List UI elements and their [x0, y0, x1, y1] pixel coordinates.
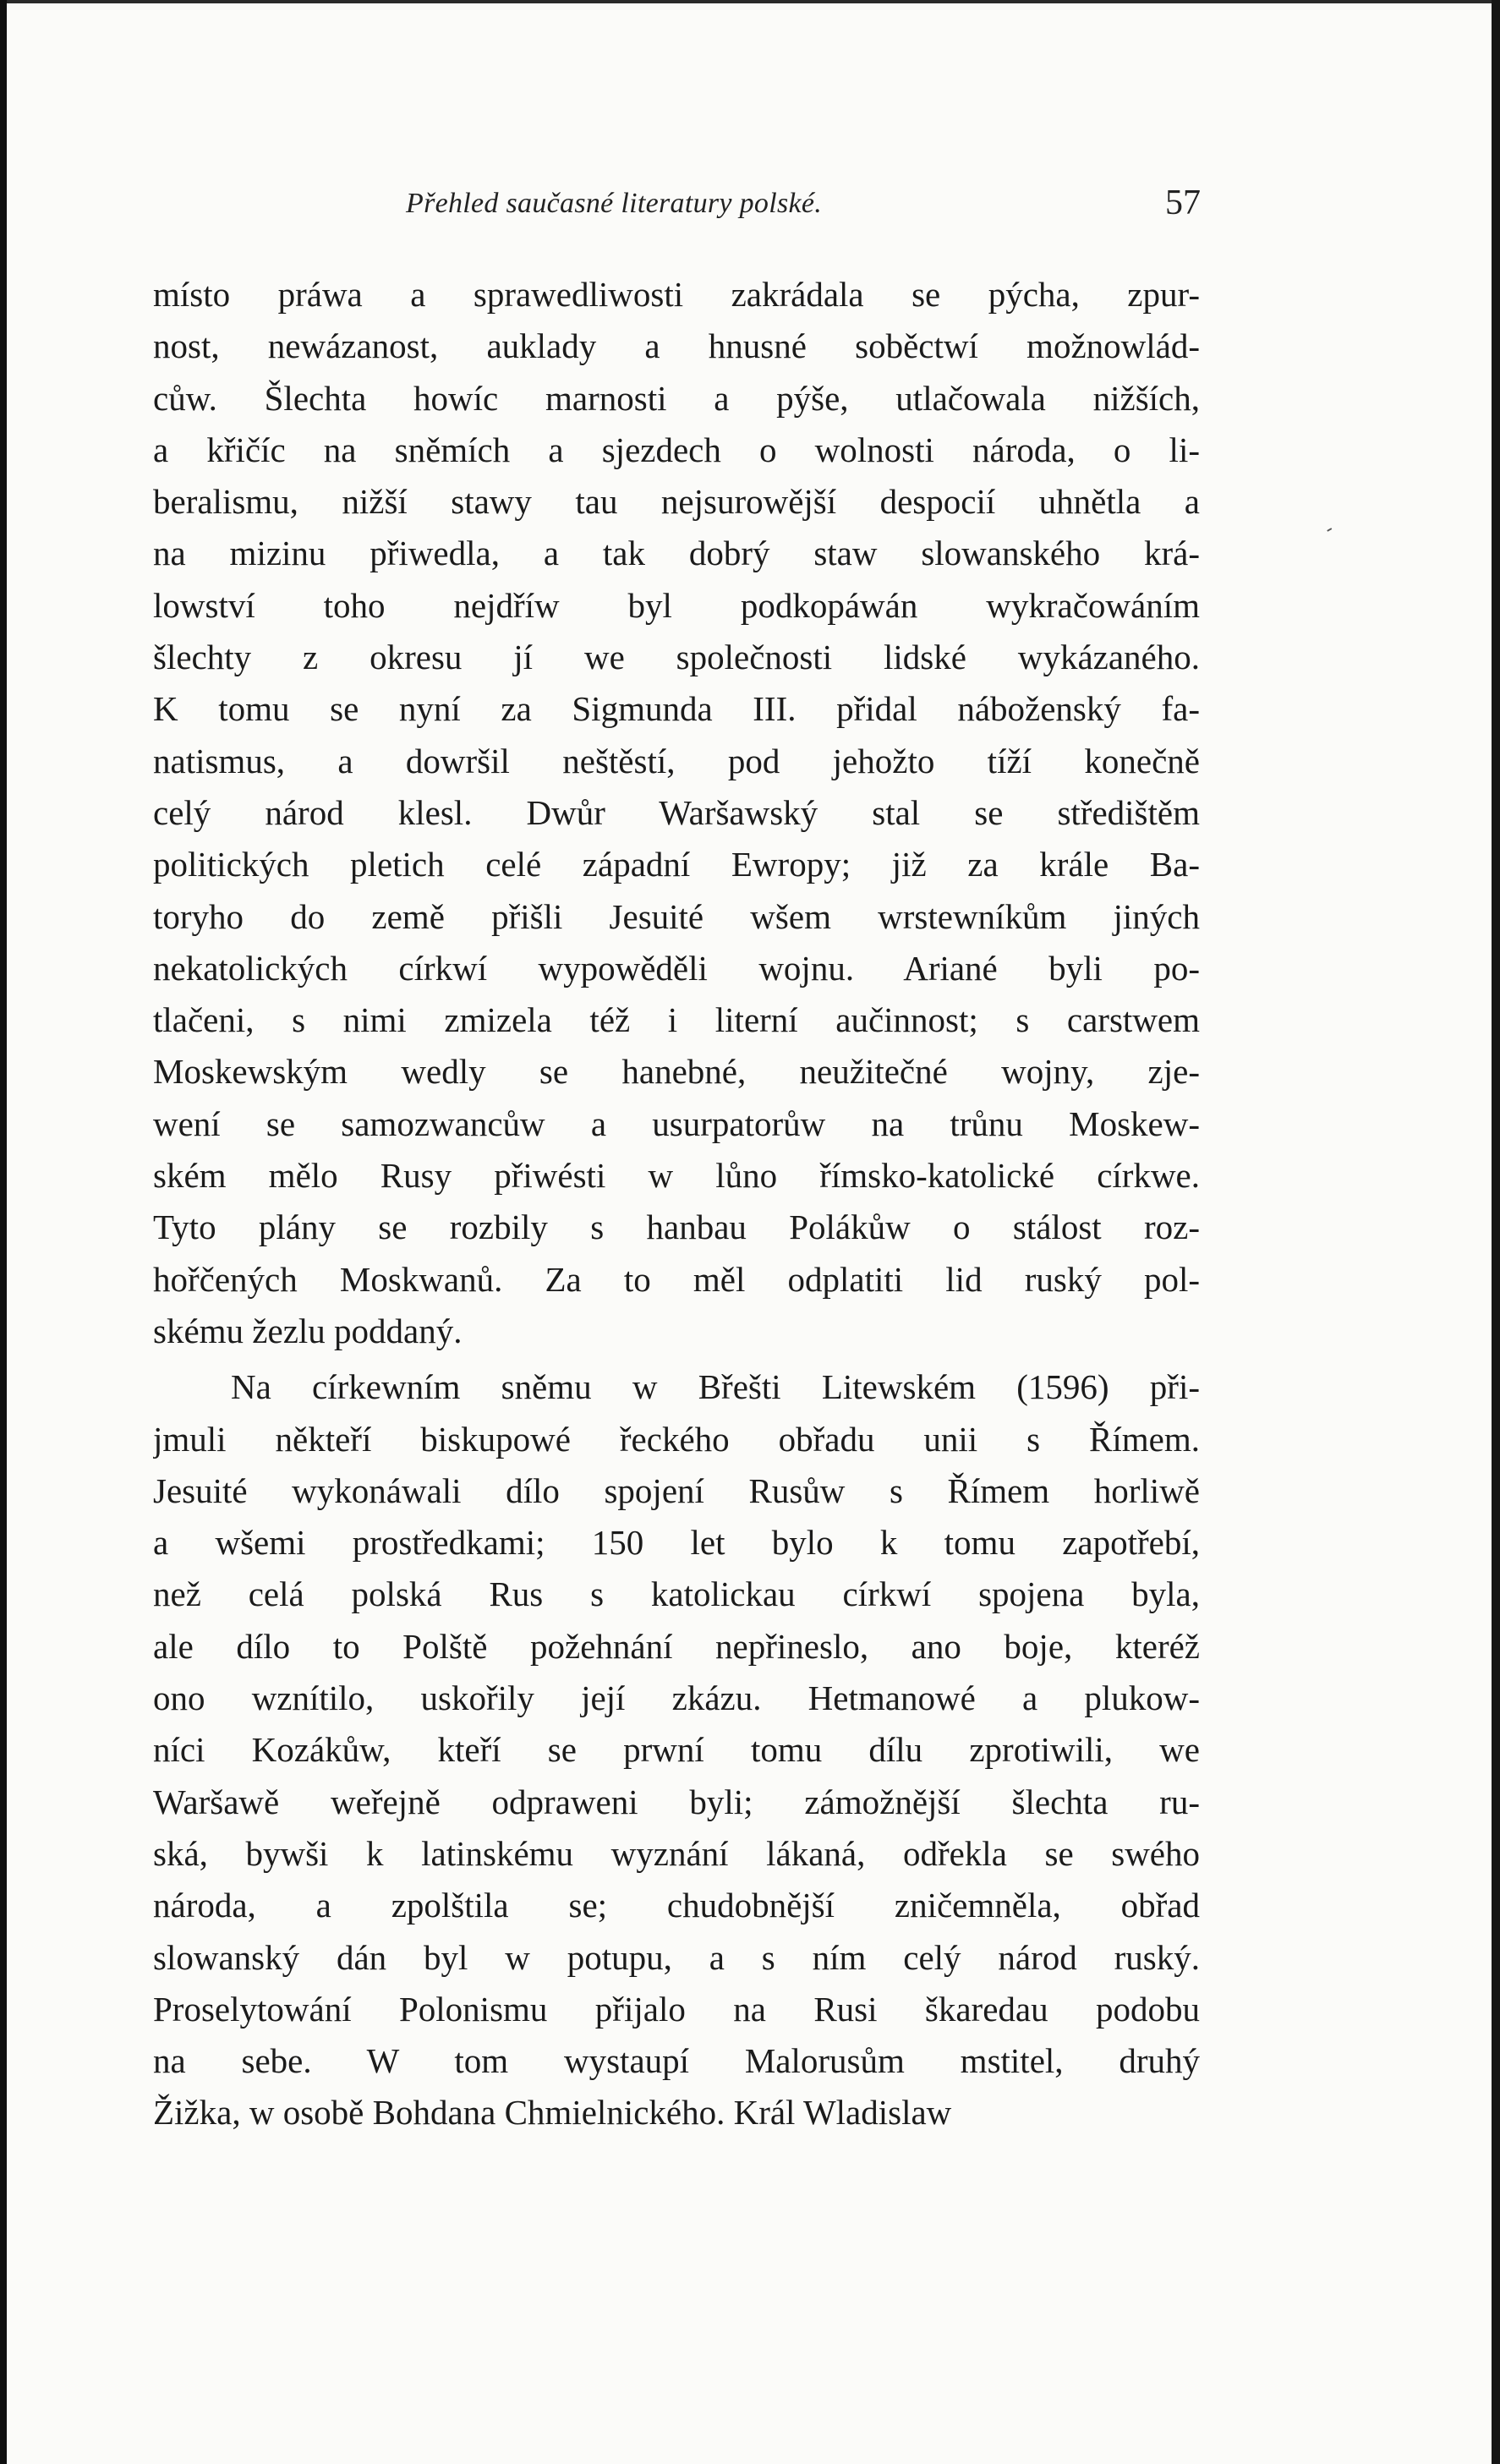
text-line: a křičíc na sněmích a sjezdech o wolnosti národa, o li- [153, 430, 1200, 469]
margin-pencil-mark: - [1320, 517, 1338, 541]
text-line: Proselytowání Polonismu přijalo na Rusi škaredau podobu [153, 1989, 1200, 2029]
text-line: Na církewním sněmu w Břešti Litewském (1596) při- [231, 1367, 1200, 1407]
text-line: ská, bywši k latinskému wyznání lákaná, odřekla se swého [153, 1833, 1200, 1873]
text-line: K tomu se nyní za Sigmunda III. přidal náboženský fa- [153, 689, 1200, 729]
text-line: Waršawě weřejně odpraweni byli; zámožnější šlechta ru- [153, 1782, 1200, 1821]
text-line: nekatolických církwí wypowěděli wojnu. Ariané byli po- [153, 948, 1200, 988]
text-line: wení se samozwancůw a usurpatorůw na trůnu Moskew- [153, 1103, 1200, 1143]
body-text [153, 269, 1200, 2139]
text-line: místo práwa a sprawedliwosti zakrádala se pýcha, zpur- [153, 275, 1200, 314]
text-line: než celá polská Rus s katolickau církwí spojena byla, [153, 1574, 1200, 1614]
text-line: ském mělo Rusy přiwésti w lůno římsko-katolické církwe. [153, 1156, 1200, 1196]
text-line: jmuli někteří biskupowé řeckého obřadu unii s Římem. [153, 1419, 1200, 1459]
paragraph [153, 269, 1200, 1357]
text-line: hořčených Moskwanů. Za to měl odplatiti lid ruský pol- [153, 1259, 1200, 1299]
text-line: šlechty z okresu jí we společnosti lidské wykázaného. [153, 638, 1200, 677]
text-line: skému žezlu poddaný. [153, 1311, 463, 1350]
page-header [152, 183, 1201, 238]
text-line: slowanský dán byl w potupu, a s ním celý národ ruský. [153, 1937, 1200, 1977]
text-line: tlačeni, s nimi zmizela též i literní aučinnost; s carstwem [153, 1000, 1200, 1040]
text-line: lowství toho nejdříw byl podkopáwán wykračowáním [153, 585, 1200, 625]
text-line: ono wznítilo, uskořily její zkázu. Hetmanowé a plukow- [153, 1678, 1200, 1718]
page-number: 57 [1165, 183, 1201, 222]
paragraph [153, 1361, 1200, 2138]
text-line: toryho do země přišli Jesuité wšem wrstewníkům jiných [153, 896, 1200, 936]
text-line: Tyto plány se rozbily s hanbau Polákůw o stálost roz- [153, 1207, 1200, 1247]
text-line: politických pletich celé západní Ewropy; již za krále Ba- [153, 845, 1200, 884]
text-line: Jesuité wykonáwali dílo spojení Rusůw s Římem horliwě [153, 1470, 1200, 1510]
text-line: na sebe. W tom wystaupí Malorusům mstitel, druhý [153, 2041, 1200, 2081]
text-line: natismus, a dowršil neštěstí, pod jehožto tíží konečně [153, 741, 1200, 780]
text-line: ale dílo to Polště požehnání nepřineslo, ano boje, kteréž [153, 1626, 1200, 1666]
text-line: beralismu, nižší stawy tau nejsurowější despocií uhnětla a [153, 482, 1200, 522]
text-line: celý národ klesl. Dwůr Waršawský stal se středištěm [153, 792, 1200, 832]
scan-right-edge [1492, 0, 1500, 2464]
text-line: a wšemi prostředkami; 150 let bylo k tomu zapotřebí, [153, 1523, 1200, 1563]
text-line: na mizinu přiwedla, a tak dobrý staw slowanského krá- [153, 534, 1200, 573]
running-title: Přehled saučasné literatury polské. [406, 188, 823, 219]
text-line: národa, a zpolštila se; chudobnější zničemněla, obřad [153, 1886, 1200, 1925]
scan-left-edge [0, 0, 7, 2464]
text-line: nost, newázanost, auklady a hnusné soběctwí možnowlád- [153, 326, 1200, 366]
scan-top-edge [0, 0, 1500, 3]
text-line: cůw. Šlechta howíc marnosti a pýše, utlačowala nižších, [153, 378, 1200, 418]
text-line: Žižka, w osobě Bohdana Chmielnického. Král Wladislaw [153, 2093, 952, 2133]
text-line: Moskewským wedly se hanebné, neužitečné wojny, zje- [153, 1052, 1200, 1092]
text-line: níci Kozákůw, kteří se prwní tomu dílu zprotiwili, we [153, 1730, 1200, 1770]
